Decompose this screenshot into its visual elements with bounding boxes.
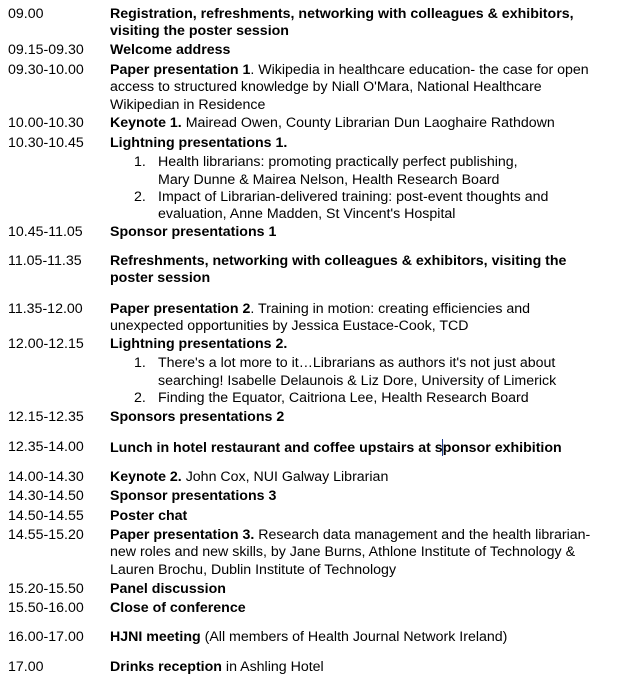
- session-description: Mairead Owen, County Librarian Dun Laoghaire Rathdown: [181, 115, 555, 131]
- session-title: Keynote 2.: [110, 469, 182, 485]
- session-title: Sponsors presentations 2: [110, 409, 285, 425]
- session-title: Registration, refreshments, networking with colleagues & exhibitors, visiting the poster session: [110, 6, 574, 40]
- time-slot: 09.00: [8, 6, 44, 22]
- list-item: 1. Health librarians: promoting practically perfect publishing, Mary Dunne & Mairea Nelson, Health Research Board: [134, 154, 518, 188]
- time-slot: 16.00-17.00: [8, 629, 84, 645]
- time-slot: 11.05-11.35: [8, 253, 82, 269]
- session-title: Paper presentation 3.: [110, 527, 255, 543]
- session-description: John Cox, NUI Galway Librarian: [181, 469, 389, 485]
- session-description: Research data management and the health librarian- new roles and new skills, by Jane Burns, Athlone Institute of Technology & Lauren Brochu, Dublin Institute of Technology: [110, 527, 591, 578]
- time-slot: 10.45-11.05: [8, 224, 83, 240]
- list-item: 2. Finding the Equator, Caitriona Lee, Health Research Board: [134, 389, 529, 406]
- session-title: Poster chat: [110, 508, 188, 524]
- time-slot: 10.30-10.45: [8, 135, 84, 151]
- time-slot: 12.00-12.15: [8, 336, 84, 352]
- session-title: Panel discussion: [110, 581, 226, 597]
- time-slot: 10.00-10.30: [8, 115, 84, 131]
- time-slot: 14.55-15.20: [8, 527, 84, 543]
- session-description: . Wikipedia in healthcare education- the case for open access to structured knowledge by Niall O'Mara, National Healthcare Wikipedian in Residence: [110, 62, 589, 113]
- session-title: Refreshments, networking with colleagues & exhibitors, visiting the poster session: [110, 253, 567, 287]
- session-title: Welcome address: [110, 42, 231, 58]
- session-title: Lightning presentations 1.: [110, 135, 288, 151]
- session-description: in Ashling Hotel: [221, 659, 324, 675]
- session-title: Keynote 1.: [110, 115, 182, 131]
- list-item: 2. Impact of Librarian-delivered training: post-event thoughts and evaluation, Anne Madden, St Vincent's Hospital: [134, 188, 549, 223]
- session-title: Lunch in hotel restaurant and coffee upstairs at sponsor exhibition: [110, 440, 562, 456]
- time-slot: 12.15-12.35: [8, 409, 84, 425]
- session-title: Drinks reception: [110, 659, 222, 675]
- presentation-list: [110, 355, 610, 407]
- time-slot: 15.20-15.50: [8, 581, 84, 597]
- list-item: 1. There's a lot more to it…Librarians as authors it's not just about searching! Isabelle Delaunois & Liz Dore, University of Limerick: [134, 355, 557, 389]
- time-slot: 12.35-14.00: [8, 439, 84, 455]
- time-slot: 11.35-12.00: [8, 301, 83, 317]
- time-slot: 09.15-09.30: [8, 42, 84, 58]
- session-description: . Training in motion: creating efficiencies and unexpected opportunities by Jessica Eustace-Cook, TCD: [110, 301, 531, 335]
- time-slot: 14.00-14.30: [8, 469, 84, 485]
- time-slot: 09.30-10.00: [8, 62, 84, 78]
- time-slot: 14.30-14.50: [8, 488, 84, 504]
- presentation-list: [110, 154, 610, 223]
- session-title: HJNI meeting: [110, 629, 201, 645]
- session-title: Paper presentation 2: [110, 301, 251, 317]
- time-slot: 14.50-14.55: [8, 508, 84, 524]
- session-description: (All members of Health Journal Network Ireland): [200, 629, 508, 645]
- time-slot: 17.00: [8, 659, 44, 675]
- session-title: Paper presentation 1: [110, 62, 251, 78]
- session-title: Sponsor presentations 1: [110, 224, 277, 240]
- session-title: Close of conference: [110, 600, 246, 616]
- session-title: Lightning presentations 2.: [110, 336, 288, 352]
- time-slot: 15.50-16.00: [8, 600, 84, 616]
- session-title: Sponsor presentations 3: [110, 488, 277, 504]
